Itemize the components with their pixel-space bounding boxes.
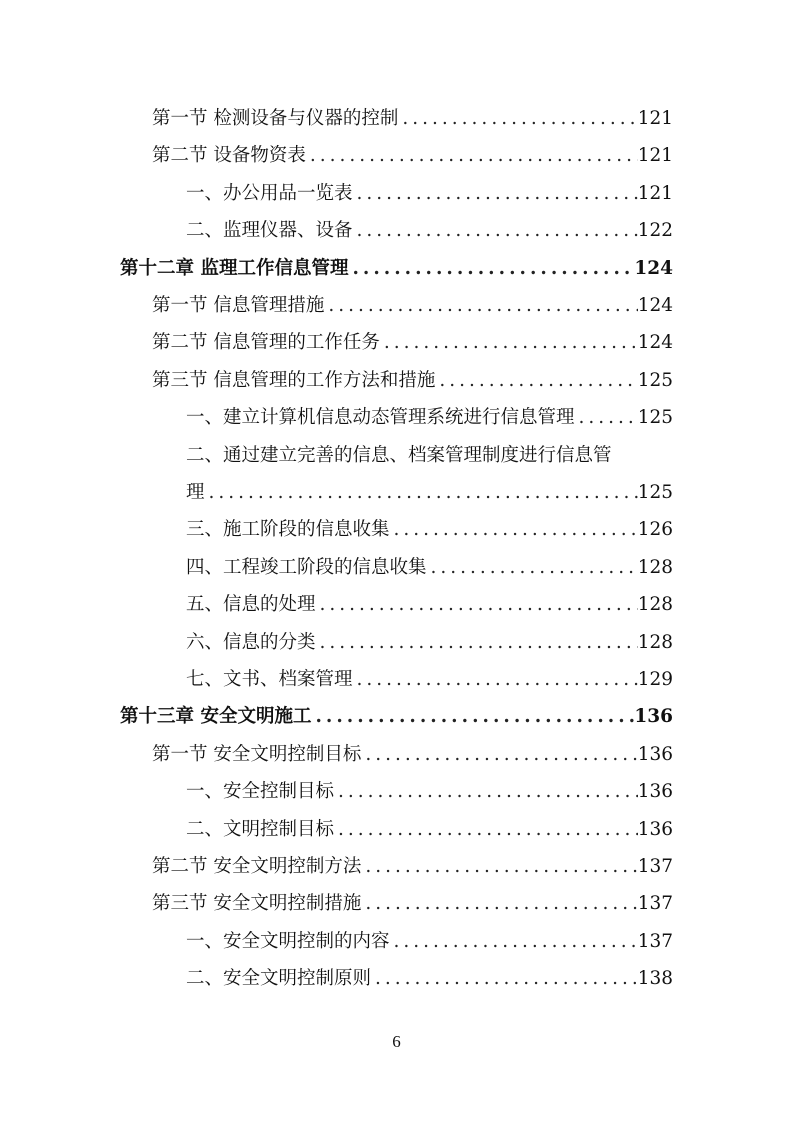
toc-entry-title: 第十二章 监理工作信息管理 xyxy=(120,257,349,279)
toc-dot-leader xyxy=(390,511,638,548)
toc-entry-page: 136 xyxy=(637,743,673,765)
toc-section-entry[interactable] xyxy=(152,885,673,922)
toc-dot-leader xyxy=(311,698,634,735)
toc-entry-title: 第二节 安全文明控制方法 xyxy=(152,856,362,877)
toc-entry-title: 第一节 安全文明控制目标 xyxy=(152,743,362,765)
toc-entry-title: 一、建立计算机信息动态管理系统进行信息管理 xyxy=(186,407,575,429)
toc-dot-leader xyxy=(353,661,638,698)
toc-entry-page: 137 xyxy=(637,893,673,915)
toc-dot-leader xyxy=(353,212,638,249)
toc-entry-title: 二、监理仪器、设备 xyxy=(186,220,353,242)
toc-dot-leader xyxy=(334,773,638,810)
toc-entry-page: 137 xyxy=(637,856,673,877)
toc-entry-title: 二、安全文明控制原则 xyxy=(186,968,372,990)
toc-entry-page: 121 xyxy=(637,182,673,204)
toc-entry-page: 122 xyxy=(637,220,673,242)
toc-entry-page: 125 xyxy=(637,482,673,503)
toc-dot-leader xyxy=(371,960,638,997)
toc-dot-leader xyxy=(348,250,634,287)
toc-dot-leader xyxy=(380,324,638,361)
toc-entry-title: 第三节 信息管理的工作方法和措施 xyxy=(152,369,436,391)
toc-dot-leader xyxy=(353,175,638,212)
toc-chapter-entry[interactable] xyxy=(120,698,673,735)
toc-subsection-entry[interactable] xyxy=(186,960,673,997)
toc-entry-title: 七、文书、档案管理 xyxy=(186,669,353,690)
toc-subsection-entry[interactable] xyxy=(186,773,673,810)
toc-entry-page: 125 xyxy=(637,407,673,429)
toc-entry-title: 第一节 信息管理措施 xyxy=(152,295,325,316)
toc-chapter-entry[interactable] xyxy=(120,250,673,287)
toc-dot-leader xyxy=(316,586,638,623)
toc-entry-page: 137 xyxy=(637,930,673,952)
toc-dot-leader xyxy=(398,100,637,137)
toc-entry-page: 138 xyxy=(637,968,673,990)
toc-section-entry[interactable] xyxy=(152,137,673,174)
toc-subsection-entry[interactable] xyxy=(186,586,673,623)
toc-entry-page: 124 xyxy=(637,332,673,354)
toc-entry-title: 四、工程竣工阶段的信息收集 xyxy=(186,556,427,578)
toc-section-entry[interactable] xyxy=(152,287,673,324)
toc-entry-title: 三、施工阶段的信息收集 xyxy=(186,519,390,541)
toc-entry-title: 第三节 安全文明控制措施 xyxy=(152,893,362,915)
toc-dot-leader xyxy=(324,287,637,324)
toc-section-entry[interactable] xyxy=(152,324,673,361)
toc-subsection-entry[interactable] xyxy=(186,175,673,212)
toc-entry-page: 126 xyxy=(637,519,673,541)
toc-subsection-entry[interactable] xyxy=(186,399,673,436)
toc-subsection-entry[interactable] xyxy=(186,811,673,848)
toc-dot-leader xyxy=(427,549,638,586)
toc-entry-title: 五、信息的处理 xyxy=(186,594,316,616)
toc-section-entry[interactable] xyxy=(152,362,673,399)
toc-entry-title: 第二节 设备物资表 xyxy=(152,145,306,167)
toc-entry-page: 129 xyxy=(637,669,673,690)
page-number: 6 xyxy=(392,1032,401,1051)
toc-entry-page: 136 xyxy=(637,781,673,803)
toc-dot-leader xyxy=(361,885,637,922)
toc-dot-leader xyxy=(361,848,637,885)
toc-subsection-entry[interactable] xyxy=(186,474,673,511)
toc-dot-leader xyxy=(361,736,637,773)
toc-subsection-entry[interactable] xyxy=(186,624,673,661)
toc-section-entry[interactable] xyxy=(152,100,673,137)
toc-dot-leader xyxy=(316,624,638,661)
toc-section-entry[interactable] xyxy=(152,736,673,773)
toc-section-entry[interactable] xyxy=(152,848,673,885)
toc-entry-page: 128 xyxy=(637,556,673,578)
toc-entry-page: 128 xyxy=(637,631,673,653)
toc-entry-title: 一、办公用品一览表 xyxy=(186,182,353,204)
toc-entry-title: 一、安全控制目标 xyxy=(186,781,335,803)
toc-subsection-entry[interactable] xyxy=(186,661,673,698)
toc-dot-leader xyxy=(575,399,638,436)
toc-entry-title: 六、信息的分类 xyxy=(186,631,316,653)
toc-entry-page: 128 xyxy=(637,594,673,616)
toc-subsection-entry[interactable] xyxy=(186,549,673,586)
toc-entry-page: 136 xyxy=(637,818,673,840)
toc-entry-page: 121 xyxy=(637,108,673,129)
toc-entry-title: 第二节 信息管理的工作任务 xyxy=(152,332,380,354)
toc-subsection-entry[interactable] xyxy=(186,212,673,249)
toc-subsection-entry[interactable] xyxy=(186,511,673,548)
toc-entry-page: 124 xyxy=(634,257,673,279)
toc-dot-leader xyxy=(205,474,638,511)
toc-entry-page: 136 xyxy=(634,706,673,728)
toc-entry-title: 二、通过建立完善的信息、档案管理制度进行信息管 xyxy=(186,444,612,466)
toc-dot-leader xyxy=(334,811,638,848)
toc-dot-leader xyxy=(390,923,638,960)
toc-dot-leader xyxy=(435,362,637,399)
toc-entry-title: 理 xyxy=(186,482,205,503)
toc-entry-page: 121 xyxy=(637,145,673,167)
toc-entry-title: 第十三章 安全文明施工 xyxy=(120,706,312,728)
toc-entry-page: 125 xyxy=(637,369,673,391)
toc-entry-title: 一、安全文明控制的内容 xyxy=(186,930,390,952)
toc-entry-title: 二、文明控制目标 xyxy=(186,818,335,840)
toc-subsection-entry[interactable] xyxy=(186,437,673,474)
toc-entry-title: 第一节 检测设备与仪器的控制 xyxy=(152,108,399,129)
toc-subsection-entry[interactable] xyxy=(186,923,673,960)
toc-dot-leader xyxy=(306,137,638,174)
toc-entry-page: 124 xyxy=(637,295,673,316)
